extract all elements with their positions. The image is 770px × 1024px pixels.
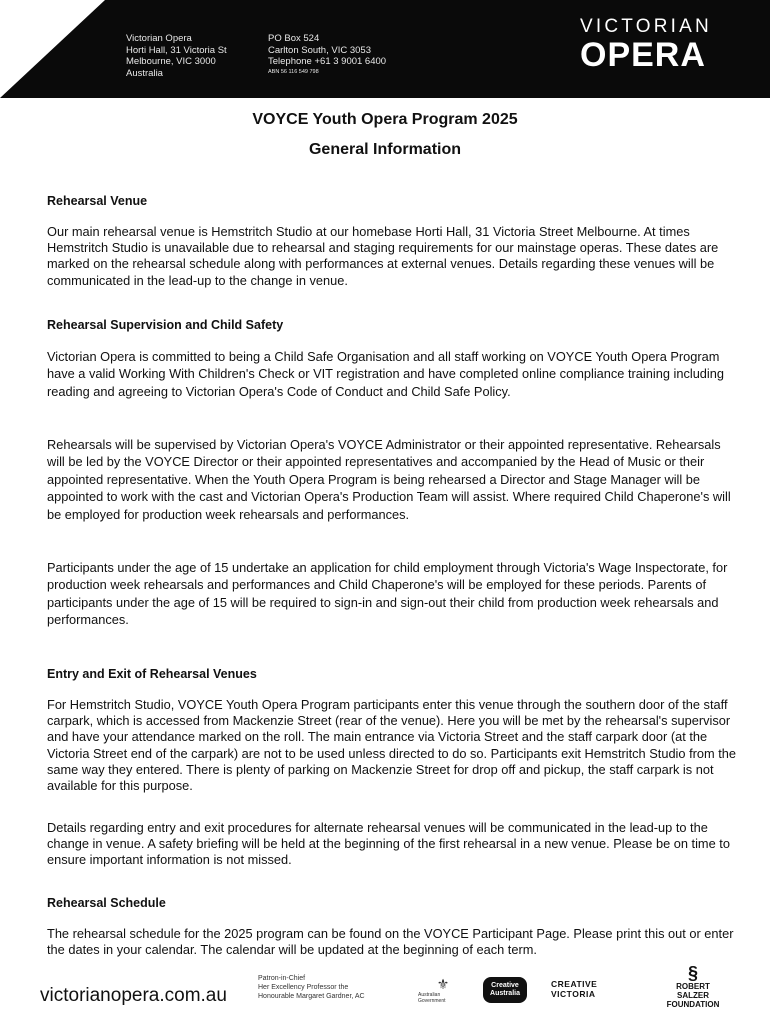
section-heading-rehearsal-venue: Rehearsal Venue [47, 194, 148, 208]
gov-logo-text: Australian Government [418, 992, 446, 1004]
logo-top-text: VICTORIAN [580, 16, 712, 37]
salzer-emblem-icon: § [687, 962, 698, 983]
address-line: Australia [126, 67, 163, 79]
document-title: VOYCE Youth Opera Program 2025 [252, 111, 518, 128]
address-line: Horti Hall, 31 Victoria St [126, 44, 227, 56]
creative-australia-logo [483, 977, 527, 1003]
ca-logo-text-2: Australia [490, 990, 520, 997]
salzer-logo-text-3: FOUNDATION [666, 999, 720, 1009]
paragraph: Details regarding entry and exit procedures for alternate rehearsal venues will be communicated in the lead-up to the change in venue. A safety briefing will be held at the beginning of the first rehearsal in a new venue. Please be on time to ensure important information is not missed. [47, 820, 730, 868]
paragraph: Our main rehearsal venue is Hemstritch Studio at our homebase Horti Hall, 31 Victoria Street Melbourne. At times Hemstritch Studio is unavailable due to rehearsal and staging requirements for our mainstage operas. These dates are marked on the rehearsal schedule along with performances at external venues. Details regarding these venues will be communicated in the lead-up to the change in venue. [47, 224, 719, 288]
street-address [126, 33, 227, 79]
paragraph: The rehearsal schedule for the 2025 program can be found on the VOYCE Participant Page. Please print this out or enter the dates in your calendar. The calendar will be updated at the beginning of each term. [47, 926, 734, 958]
section-heading-schedule: Rehearsal Schedule [47, 896, 166, 910]
postal-address [268, 33, 386, 77]
patron-block [258, 974, 365, 1001]
robert-salzer-foundation-logo [660, 962, 726, 1009]
patron-line: Honourable Margaret Gardner, AC [258, 993, 365, 1000]
postal-line: Carlton South, VIC 3053 [268, 44, 371, 56]
address-line: Melbourne, VIC 3000 [126, 56, 216, 68]
logo-bottom-text: OPERA [580, 36, 706, 74]
salzer-logo-text-1: ROBERT [676, 981, 710, 991]
paragraph: Participants under the age of 15 undertake an application for child employment through Victoria's Wage Inspectorate, for production week rehearsals and performances and Child Chaperone's will be employed for these periods. Parents of participants under the age of 15 will be required to sign-in and sign-out their child from production week rehearsals and performances. [47, 560, 728, 628]
website-link[interactable]: victorianopera.com.au [40, 985, 227, 1006]
section-heading-entry-exit: Entry and Exit of Rehearsal Venues [47, 667, 257, 681]
paragraph: Victorian Opera is committed to being a Child Safe Organisation and all staff working on VOYCE Youth Opera Program have a valid Working With Children's Check or VIT registration and have completed online compliance training including reading and agreeing to Victorian Opera's Code of Conduct and Child Safe Policy. [47, 349, 725, 399]
postal-line: PO Box 524 [268, 33, 320, 44]
patron-line: Her Excellency Professor the [258, 984, 349, 991]
coat-of-arms-icon: ⚜ [436, 976, 450, 992]
section-heading-supervision: Rehearsal Supervision and Child Safety [47, 318, 284, 332]
paragraph: Rehearsals will be supervised by Victorian Opera's VOYCE Administrator or their appointed representative. Rehearsals will be led by the VOYCE Director or their appointed representatives and accompanied by the Head of Music or their appointed representative. When the Youth Opera Program is being rehearsed a Director and Stage Manager will be appointed to work with the cast and Victorian Opera's Production Team will assist. Where required Child Chaperone's will be employed for production week rehearsals and performances. [47, 437, 731, 522]
patron-line: Patron-in-Chief [258, 975, 306, 982]
abn-number: ABN 56 116 549 798 [268, 68, 319, 75]
ca-logo-text-1: Creative [491, 982, 519, 989]
postal-line: Telephone +61 3 9001 6400 [268, 56, 387, 68]
document-subtitle: General Information [308, 141, 462, 158]
letterhead-banner [0, 0, 770, 98]
address-line: Victorian Opera [126, 33, 192, 44]
victorian-opera-logo [580, 16, 710, 72]
salzer-logo-text-2: SALZER [677, 990, 709, 1000]
australian-government-logo [418, 975, 468, 1005]
creative-victoria-logo [551, 980, 641, 998]
paragraph: For Hemstritch Studio, VOYCE Youth Opera Program participants enter this venue through the southern door of the staff carpark, which is accessed from Mackenzie Street (rear of the venue). Here you will be met by the rehearsal's supervisor and have your attendance marked on the roll. The main entrance via Victoria Street and the staff carpark door (at the Victoria Street end of the carpark) are not to be used unless directed to do so. Participants exit Hemstritch Studio from the same way they entered. There is plenty of parking on Mackenzie Street for drop off and pickup, the staff carpark is not available for this purpose. [47, 697, 737, 794]
cv-logo-text: CREATIVE VICTORIA [551, 979, 598, 999]
banner-diagonal-cut [0, 0, 105, 98]
